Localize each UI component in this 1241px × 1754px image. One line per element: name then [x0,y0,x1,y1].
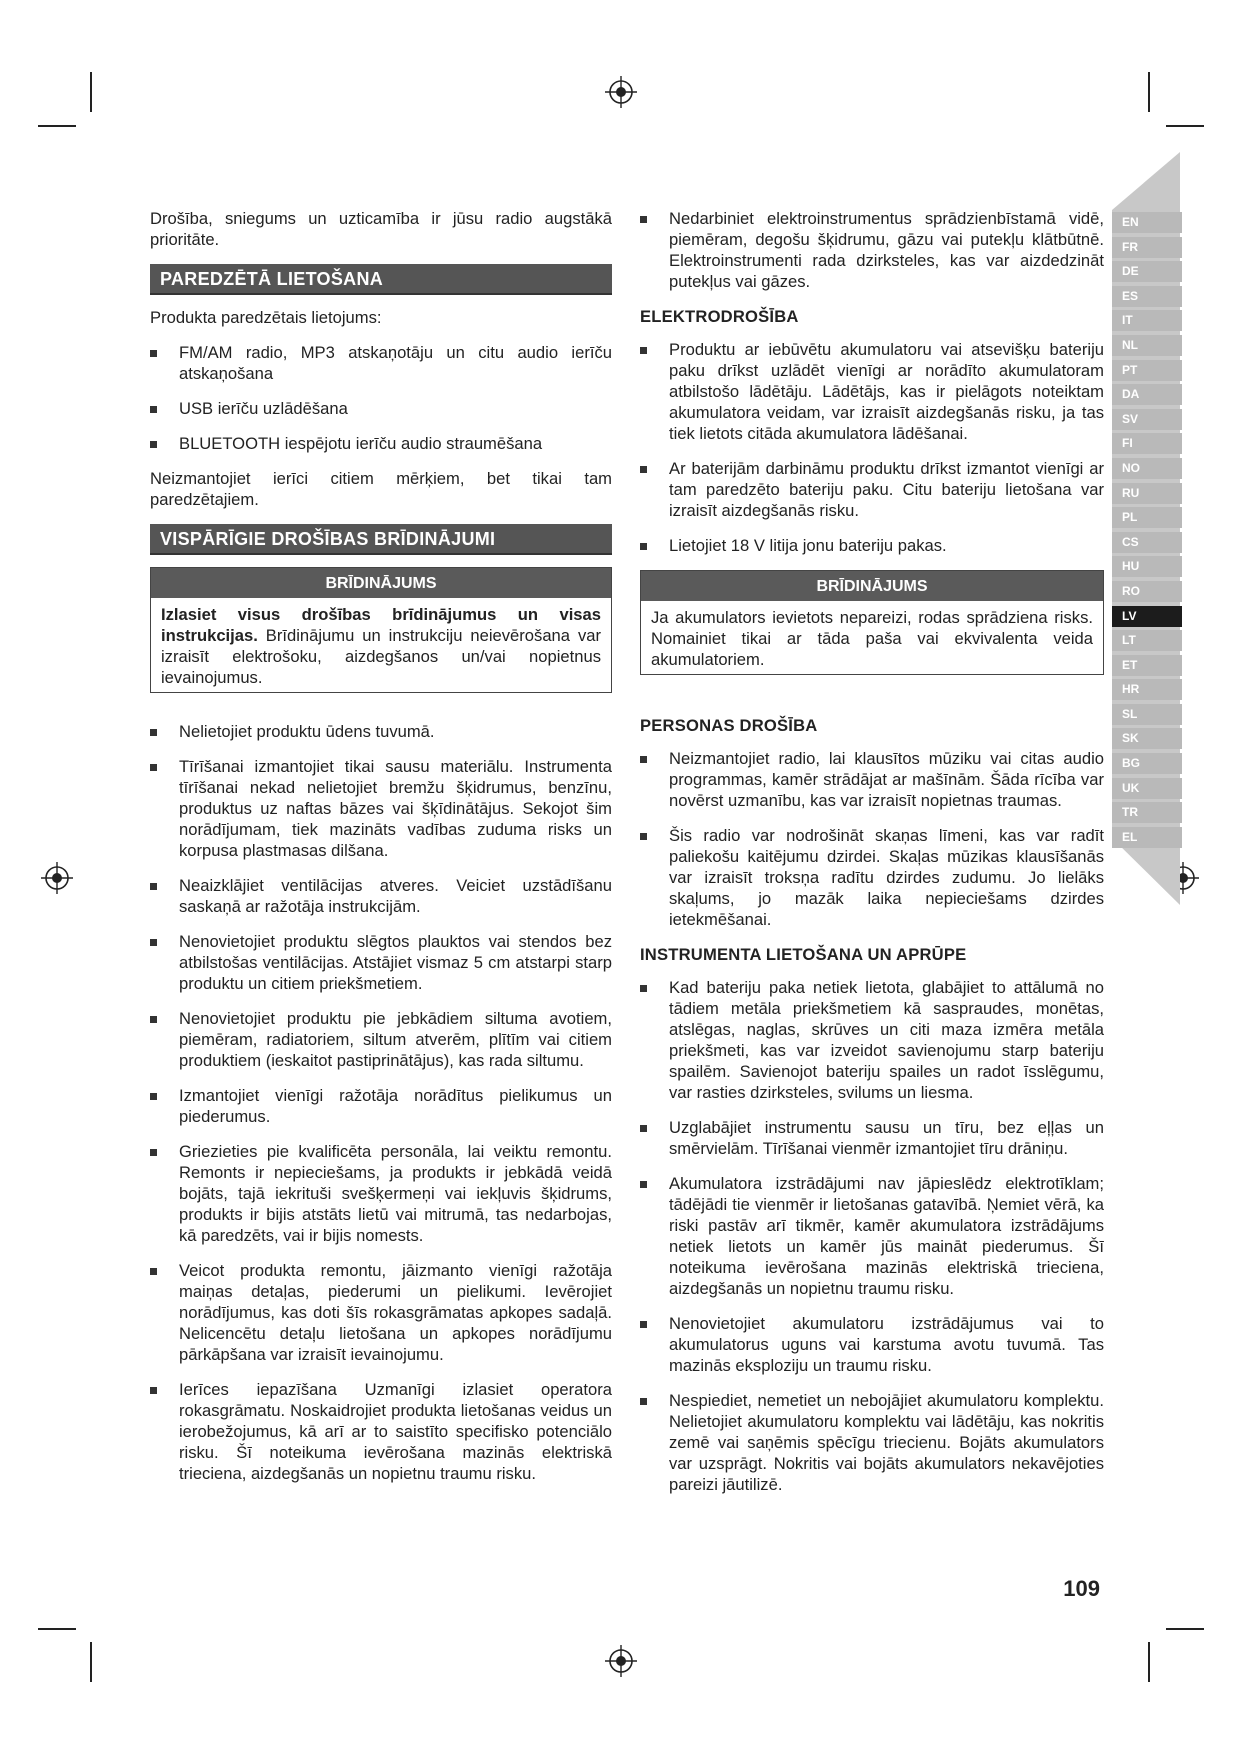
language-tabs [1112,212,1182,851]
warning-box-bold-text: Izlasiet visus drošības brīdinājumus un visas instrukcijas. [161,605,601,645]
section-heading-tool-use-care: INSTRUMENTA LIETOŠANA UN APRŪPE [640,945,967,964]
list-item: BLUETOOTH iespējotu ierīču audio straumēšana [150,433,612,454]
tool-use-care-list [640,977,1104,1495]
language-tab-sk: SK [1112,728,1182,749]
list-item: Neaizklājiet ventilācijas atveres. Veiciet uzstādīšanu saskaņā ar ražotāja instrukcijām. [150,875,612,917]
list-item: Neizmantojiet radio, lai klausītos mūziku vai citas audio programmas, kamēr strādājat ar mašīnām. Šāda rīcība var novērst uzmanību, kas var izraisīt nopietnas traumas. [640,748,1104,811]
language-tab-el: EL [1112,827,1182,848]
list-item: Produktu ar iebūvētu akumulatoru vai atsevišķu bateriju paku drīkst uzlādēt vienīgi ar norādīto akumulatoram atbilstošo lādētāju. Lādētājs, kas ir pielāgots noteiktam akumulatora veidam, var izraisīt aizdegšanās risku, ja tas tiek lietots citāda akumulatora lādēšanai. [640,339,1104,444]
warning-box-body: Ja akumulators ievietots nepareizi, rodas sprādziena risks. Nomainiet tikai ar tāda paša vai ekvivalenta veida akumulatoriem. [651,608,1093,669]
language-tab-et: ET [1112,655,1182,676]
language-tab-es: ES [1112,286,1182,307]
right-column [640,208,1104,1509]
language-tab-ro: RO [1112,581,1182,602]
language-tab-fi: FI [1112,433,1182,454]
warning-box [640,570,1104,675]
language-tab-tr: TR [1112,802,1182,823]
language-tab-no: NO [1112,458,1182,479]
list-item: Ar baterijām darbināmu produktu drīkst izmantot vienīgi ar tam paredzēto bateriju paku. Citu bateriju lietošana var izraisīt aizdegšanās risku. [640,458,1104,521]
intended-use-list [150,342,612,454]
section-heading-personal-safety: PERSONAS DROŠĪBA [640,716,818,735]
warning-box-title: BRĪDINĀJUMS [641,571,1103,601]
section-heading-general-warnings: VISPĀRĪGIE DROŠĪBAS BRĪDINĀJUMI [150,524,612,555]
language-tab-lv: LV [1112,606,1182,627]
list-item: Griezieties pie kvalificēta personāla, lai veiktu remontu. Remonts ir nepieciešams, ja produkts ir jebkādā veidā bojāts, tajā iekrituši svešķermeņi vai iekļuvis šķidrums, produkts ir bijis atstāts lietū vai mitrumā, tas nedarbojas, kā paredzēts, vai ir bijis nomests. [150,1141,612,1246]
list-item: Šis radio var nodrošināt skaņas līmeni, kas var radīt paliekošu kaitējumu dzirdei. Skaļas mūzikas klausīšanās var izraisīt troksņa radītu dzirdes zudumu. Jo lielāks skaļums, jo mazāk laika nepieciešams dzirdes ietekmēšanai. [640,825,1104,930]
language-tab-nl: NL [1112,335,1182,356]
list-item: Nelietojiet produktu ūdens tuvumā. [150,721,612,742]
language-tab-da: DA [1112,384,1182,405]
explosive-environment-list [640,208,1104,292]
list-item: Tīrīšanai izmantojiet tikai sausu materiālu. Instrumenta tīrīšanai nekad nelietojiet bremžu šķidrumus, benzīnu, produktus uz naftas bāzes vai šķīdinātājus. Sekojot šim norādījumam, tiek mazināts vadības zuduma risks un korpusa plastmasas dilšana. [150,756,612,861]
language-tab-uk: UK [1112,778,1182,799]
language-tab-pl: PL [1112,507,1182,528]
list-item: Nenovietojiet produktu slēgtos plauktos vai stendos bez atbilstošas ventilācijas. Atstājiet vismaz 5 cm atstarpi starp produktu un citiem priekšmetiem. [150,931,612,994]
electrical-safety-list [640,339,1104,556]
list-item: Veicot produkta remontu, jāizmanto vienīgi ražotāja maiņas detaļas, piederumi un pielikumi. Ievērojiet norādījumus, kas doti šīs rokasgrāmatas apkopes sadaļā. Nelicencētu detaļu lietošana un apkopes norādījumu pārkāpšana var izraisīt ievainojumu. [150,1260,612,1365]
section-heading-electrical-safety: ELEKTRODROŠĪBA [640,307,799,326]
language-tab-bg: BG [1112,753,1182,774]
language-tab-pt: PT [1112,360,1182,381]
list-item: Nenovietojiet akumulatoru izstrādājumus vai to akumulatorus uguns vai karstuma avotu tuvumā. Tas mazinās eksploziju un traumu risku. [640,1313,1104,1376]
list-item: Nespiediet, nemetiet un nebojājiet akumulatoru komplektu. Nelietojiet akumulatoru komplektu vai lādētāju, kas nokritis zemē vai saņēmis spēcīgu triecienu. Bojāts akumulators var uzsprāgt. Nokritis vai bojāts akumulators nekavējoties pareizi jāutilizē. [640,1390,1104,1495]
section-heading-intended-use: PAREDZĒTĀ LIETOŠANA [150,264,612,295]
list-item: Kad bateriju paka netiek lietota, glabājiet to attālumā no tādiem metāla priekšmetiem kā saspraudes, monētas, atslēgas, naglas, skrūves un citi maza izmēra metāla priekšmeti, kas var izveidot savienojumu starp bateriju spailēm. Savienojot bateriju spailes un radot īsslēgumu, var rasties dzirksteles, svilums un liesma. [640,977,1104,1103]
warning-box-text: Brīdinājumu un instrukciju neievērošana var izraisīt elektrošoku, aizdegšanos un/vai nopietnus ievainojumus. [161,626,601,687]
language-tab-it: IT [1112,310,1182,331]
language-tab-hr: HR [1112,679,1182,700]
list-item: Izmantojiet vienīgi ražotāja norādītus pielikumus un piederumus. [150,1085,612,1127]
list-item: Akumulatora izstrādājumi nav jāpieslēdz elektrotīklam; tādējādi tie vienmēr ir lietošanas gatavībā. Ņemiet vērā, ka riski pastāv arī tikmēr, kamēr akumulatora izstrādājums netiek lietots un kamēr jūs maināt piederumus. Šī noteikuma ievērošana mazinās elektriskā trieciena, aizdegšanās un nopietnu traumu risku. [640,1173,1104,1299]
intro-text: Drošība, sniegums un uzticamība ir jūsu radio augstākā prioritāte. [150,209,612,249]
language-tab-sl: SL [1112,704,1182,725]
language-tab-lt: LT [1112,630,1182,651]
list-item: USB ierīču uzlādēšana [150,398,612,419]
list-item: Uzglabājiet instrumentu sausu un tīru, bez eļļas un smērvielām. Tīrīšanai vienmēr izmantojiet tīru drāniņu. [640,1117,1104,1159]
warning-box-title: BRĪDINĀJUMS [151,568,611,598]
intended-use-lead: Produkta paredzētais lietojums: [150,308,382,327]
language-tab-sv: SV [1112,409,1182,430]
list-item: Ierīces iepazīšana Uzmanīgi izlasiet operatora rokasgrāmatu. Noskaidrojiet produkta lietošanas veidus un ierobežojumus, kā arī ar to saistīto specifisko potenciālo risku. Šī noteikuma ievērošana mazinās elektriskā trieciena, aizdegšanās un nopietnu traumu risku. [150,1379,612,1484]
left-column [150,208,612,1498]
language-tab-fr: FR [1112,237,1182,258]
language-tab-cs: CS [1112,532,1182,553]
list-item: Lietojiet 18 V litija jonu bateriju pakas. [640,535,1104,556]
list-item: FM/AM radio, MP3 atskaņotāju un citu audio ierīču atskaņošana [150,342,612,384]
personal-safety-list [640,748,1104,930]
warning-box [150,567,612,693]
warning-box-body [151,598,611,692]
list-item: Nedarbiniet elektroinstrumentus sprādzienbīstamā vidē, piemēram, degošu šķidrumu, gāzu vai putekļu klātbūtnē. Elektroinstrumenti rada dzirksteles, kas var aizdedzināt putekļus vai gāzes. [640,208,1104,292]
intended-use-note: Neizmantojiet ierīci citiem mērķiem, bet tikai tam paredzētajiem. [150,469,612,509]
general-warnings-list [150,721,612,1484]
language-tab-hu: HU [1112,556,1182,577]
page-number: 109 [1063,1576,1100,1601]
language-tab-de: DE [1112,261,1182,282]
language-tab-ru: RU [1112,483,1182,504]
list-item: Nenovietojiet produktu pie jebkādiem siltuma avotiem, piemēram, radiatoriem, siltum atverēm, plītīm vai citiem produktiem (ieskaitot pastiprinātājus), kas rada siltumu. [150,1008,612,1071]
language-tab-en: EN [1112,212,1182,233]
